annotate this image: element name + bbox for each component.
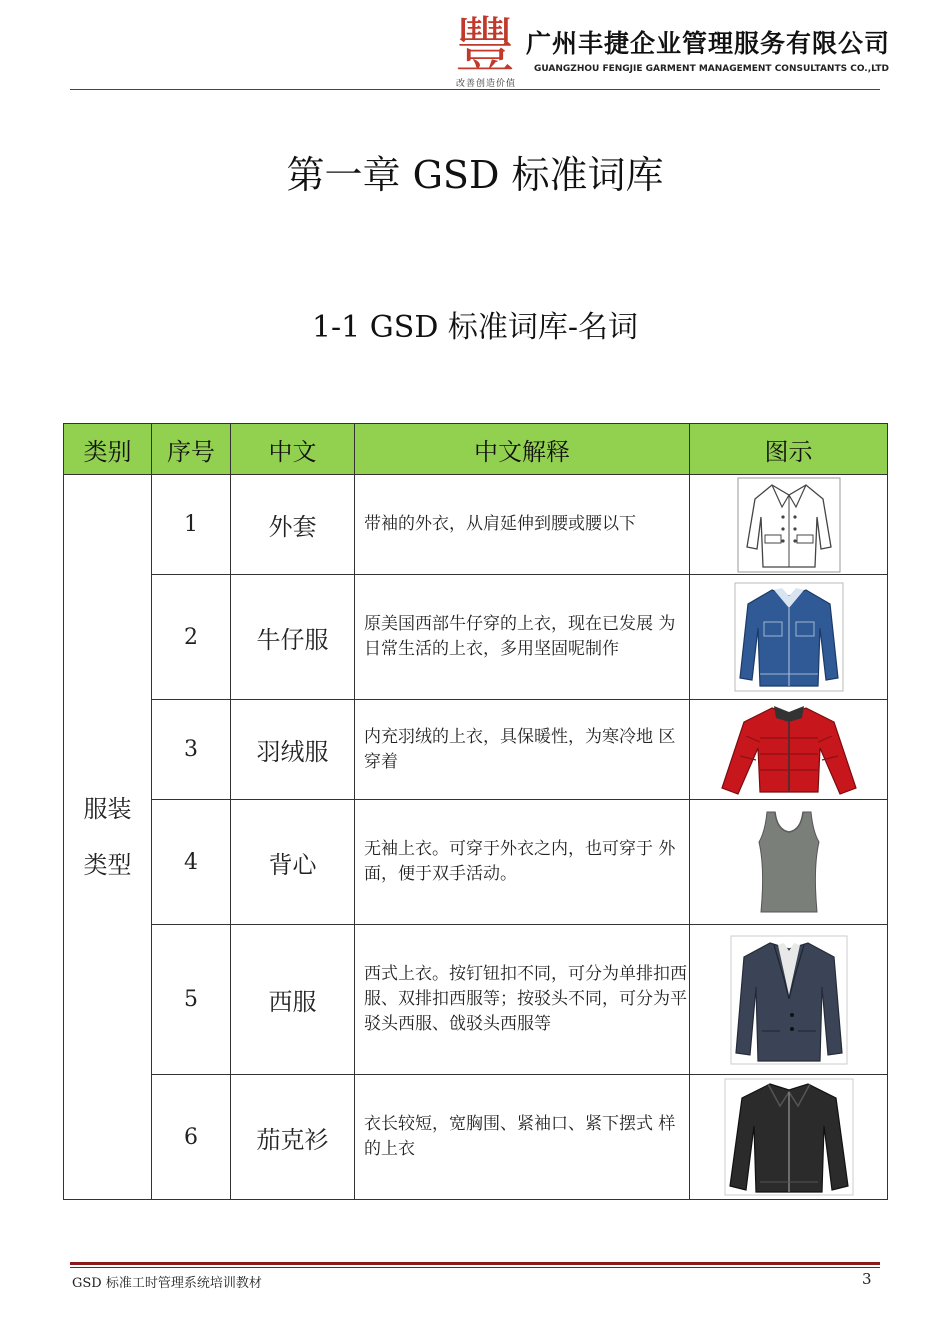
category-line-1: 服装 — [83, 795, 132, 823]
row-term: 羽绒服 — [231, 700, 355, 800]
column-header-number: 序号 — [152, 424, 231, 475]
category-cell — [64, 475, 152, 1200]
company-name-en: GUANGZHOU FENGJIE GARMENT MANAGEMENT CONSULTANTS CO.,LTD — [534, 64, 889, 74]
row-description: 无袖上衣。可穿于外衣之内，也可穿于 外面，便于双手活动。 — [355, 800, 690, 925]
section-title: 1-1 GSD 标准词库-名词 — [311, 310, 639, 345]
chapter-title: 第一章 GSD 标准词库 — [286, 153, 664, 197]
column-header-illustration: 图示 — [690, 424, 888, 475]
suit-jacket-icon — [730, 935, 848, 1065]
column-header-description: 中文解释 — [355, 424, 690, 475]
row-description: 西式上衣。按钉钮扣不同，可分为单排扣西服、双排扣西服等；按驳头不同，可分为平驳头西服、戗驳头西服等 — [355, 925, 690, 1075]
footer-divider-thin — [70, 1267, 880, 1268]
denim-jacket-icon — [734, 582, 844, 692]
footer-title: GSD 标准工时管理系统培训教材 — [72, 1276, 262, 1291]
table-row — [64, 475, 888, 575]
row-term: 茄克衫 — [231, 1075, 355, 1200]
column-header-term: 中文 — [231, 424, 355, 475]
row-illustration — [690, 800, 888, 925]
coat-sketch-icon — [737, 477, 841, 573]
column-header-category: 类别 — [64, 424, 152, 475]
row-number: 2 — [152, 575, 231, 700]
row-number: 6 — [152, 1075, 231, 1200]
row-description: 带袖的外衣，从肩延伸到腰或腰以下 — [355, 475, 690, 575]
row-term: 背心 — [231, 800, 355, 925]
logo-glyph: 豐 — [455, 11, 515, 76]
down-jacket-icon — [716, 702, 862, 798]
header-divider — [70, 89, 880, 90]
company-logo-icon — [455, 10, 515, 76]
row-number: 1 — [152, 475, 231, 575]
row-illustration — [690, 475, 888, 575]
row-description: 衣长较短，宽胸围、紧袖口、紧下摆式 样的上衣 — [355, 1075, 690, 1200]
row-illustration — [690, 700, 888, 800]
category-line-2: 类型 — [83, 851, 132, 879]
row-description: 原美国西部牛仔穿的上衣，现在已发展 为日常生活的上衣，多用坚固呢制作 — [355, 575, 690, 700]
row-number: 3 — [152, 700, 231, 800]
table-row — [64, 700, 888, 800]
table-row — [64, 925, 888, 1075]
logo-slogan: 改善创造价值 — [455, 79, 516, 89]
table-row — [64, 1075, 888, 1200]
row-illustration — [690, 1075, 888, 1200]
row-term: 外套 — [231, 475, 355, 575]
row-description: 内充羽绒的上衣，具保暖性，为寒冷地 区穿着 — [355, 700, 690, 800]
tank-top-icon — [751, 808, 827, 916]
page-header — [0, 0, 950, 100]
row-illustration — [690, 575, 888, 700]
footer-divider-thick — [70, 1262, 880, 1265]
glossary-table — [63, 423, 888, 1200]
row-number: 5 — [152, 925, 231, 1075]
company-name-cn: 广州丰捷企业管理服务有限公司 — [526, 29, 891, 58]
row-illustration — [690, 925, 888, 1075]
table-header-row — [64, 424, 888, 475]
table-row — [64, 800, 888, 925]
row-term: 西服 — [231, 925, 355, 1075]
row-term: 牛仔服 — [231, 575, 355, 700]
zip-jacket-icon — [724, 1078, 854, 1196]
table-row — [64, 575, 888, 700]
page-number: 3 — [862, 1270, 872, 1288]
row-number: 4 — [152, 800, 231, 925]
